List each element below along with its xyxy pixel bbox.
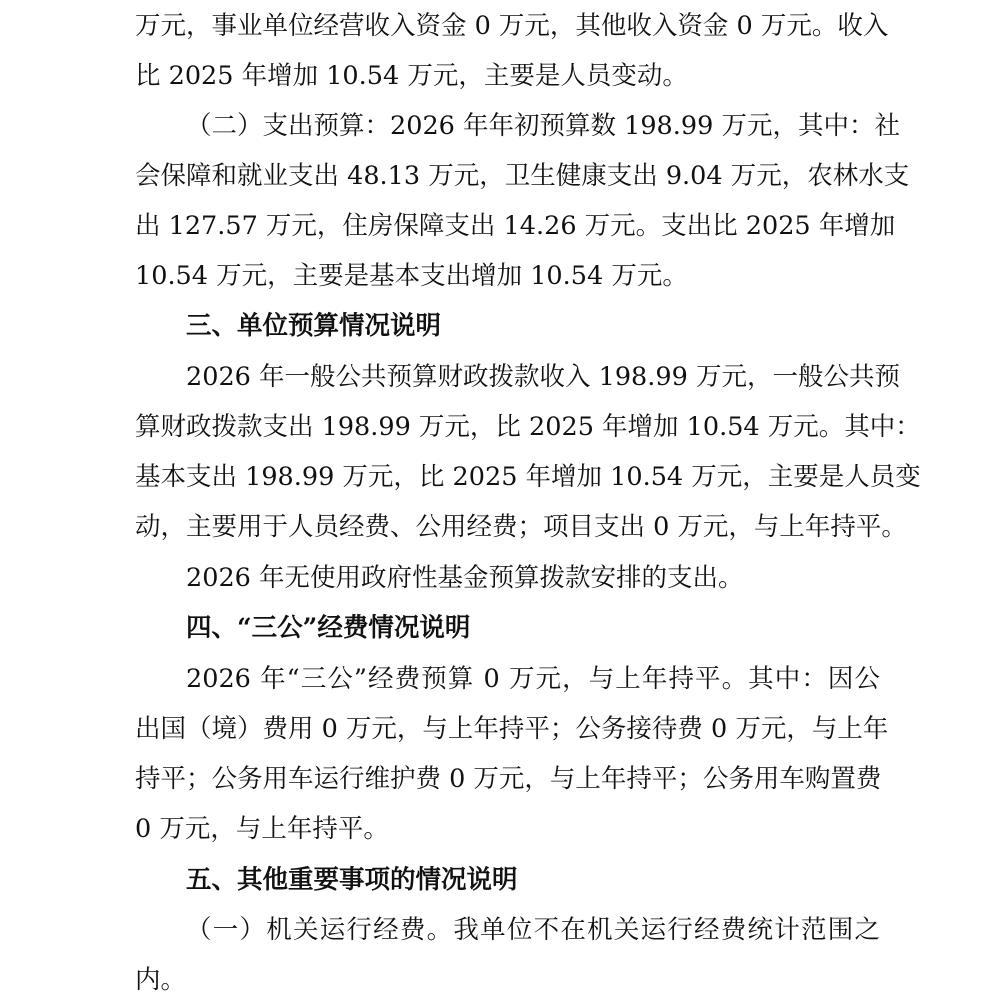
- paragraph-line: 万元，事业单位经营收入资金 0 万元，其他收入资金 0 万元。收入: [135, 11, 889, 41]
- paragraph-line: （二）支出预算：2026 年年初预算数 198.99 万元，其中：社: [186, 111, 900, 141]
- paragraph-line: 出国（境）费用 0 万元，与上年持平；公务接待费 0 万元，与上年: [135, 714, 889, 744]
- paragraph-line: 出 127.57 万元，住房保障支出 14.26 万元。支出比 2025 年增加: [135, 211, 896, 241]
- paragraph-line: （一）机关运行经费。我单位不在机关运行经费统计范围之: [186, 915, 880, 945]
- section-heading: 三、单位预算情况说明: [186, 311, 442, 341]
- section-heading: 五、其他重要事项的情况说明: [186, 865, 518, 895]
- paragraph-line: 2026 年一般公共预算财政拨款收入 198.99 万元，一般公共预: [186, 362, 900, 392]
- paragraph-line: 持平；公务用车运行维护费 0 万元，与上年持平；公务用车购置费: [135, 764, 882, 794]
- paragraph-line: 会保障和就业支出 48.13 万元，卫生健康支出 9.04 万元，农林水支: [135, 161, 910, 191]
- paragraph-line: 算财政拨款支出 198.99 万元，比 2025 年增加 10.54 万元。其中：: [135, 412, 921, 442]
- paragraph-line: 比 2025 年增加 10.54 万元，主要是人员变动。: [135, 61, 688, 91]
- paragraph-line: 内。: [135, 965, 187, 995]
- section-heading: 四、“三公”经费情况说明: [186, 613, 471, 643]
- paragraph-line: 动，主要用于人员经费、公用经费；项目支出 0 万元，与上年持平。: [135, 512, 907, 542]
- paragraph-line: 0 万元，与上年持平。: [135, 814, 389, 844]
- paragraph-line: 基本支出 198.99 万元，比 2025 年增加 10.54 万元，主要是人员变: [135, 462, 921, 492]
- paragraph-line: 2026 年无使用政府性基金预算拨款安排的支出。: [186, 563, 744, 593]
- paragraph-line: 10.54 万元，主要是基本支出增加 10.54 万元。: [135, 261, 688, 291]
- paragraph-line: 2026 年“三公”经费预算 0 万元，与上年持平。其中：因公: [186, 664, 880, 694]
